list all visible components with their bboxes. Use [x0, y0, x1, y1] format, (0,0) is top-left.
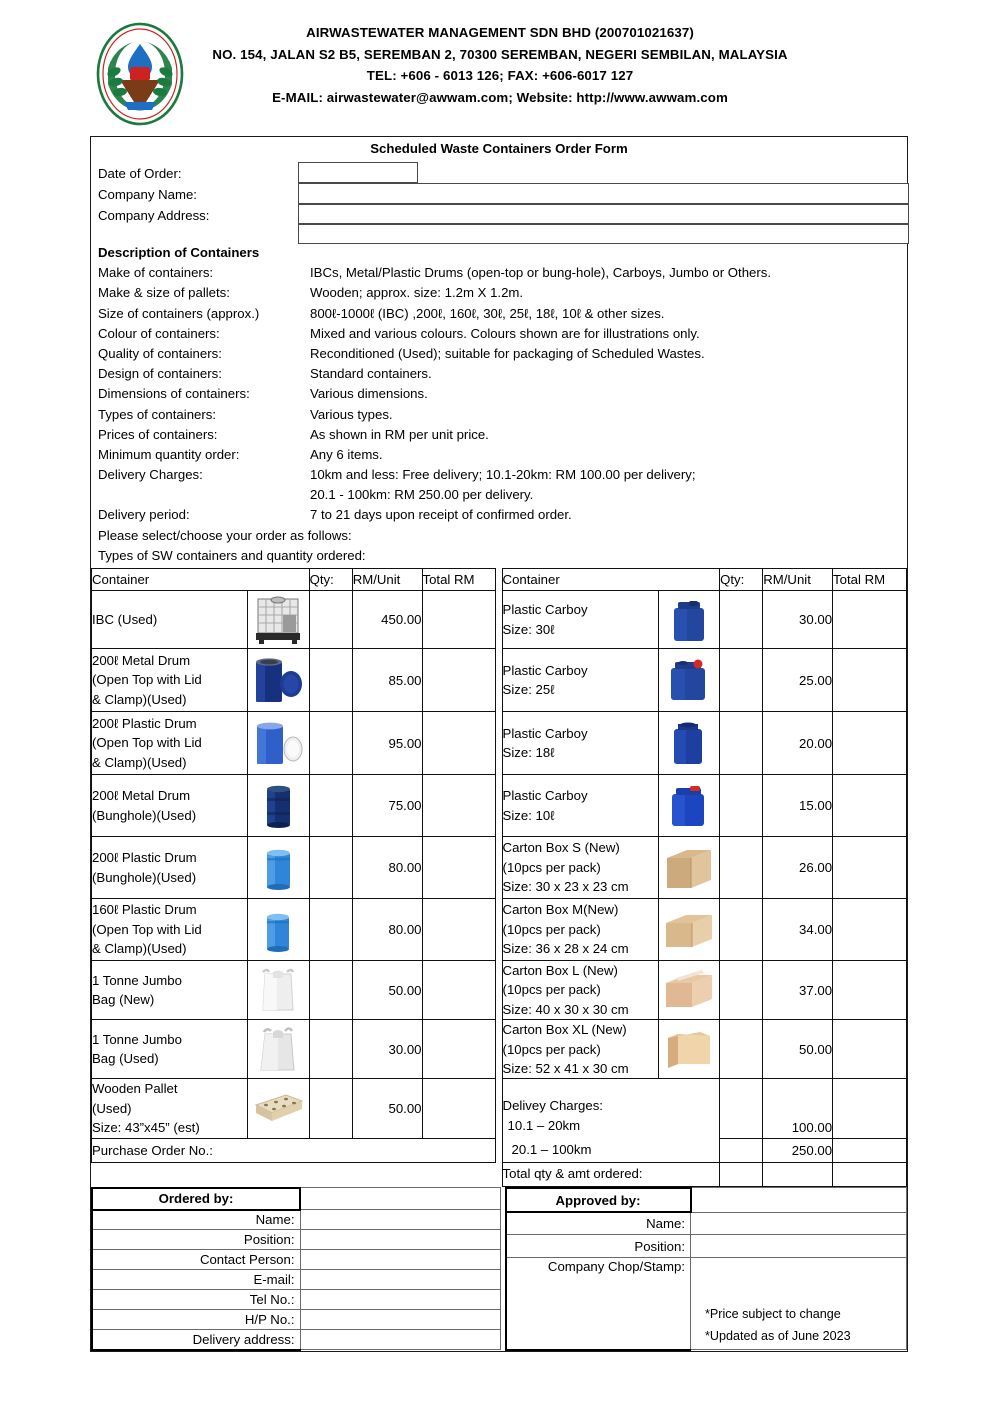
- desc-value: 10km and less: Free delivery; 10.1-20km: RM 100.00 per delivery;: [310, 467, 696, 483]
- unit-price: 25.00: [763, 649, 833, 712]
- total-unit-cell[interactable]: [763, 1162, 833, 1186]
- desc-row-delivery-period: [98, 505, 907, 525]
- item-name-cell: [92, 712, 248, 775]
- approved-by-chop-stamp-label: Company Chop/Stamp:: [506, 1257, 691, 1349]
- desc-row-design: [98, 364, 907, 384]
- desc-label: Prices of containers:: [98, 426, 218, 442]
- desc-value: Wooden; approx. size: 1.2m X 1.2m.: [310, 285, 524, 301]
- document-header: [0, 0, 1000, 112]
- item-line: Size: 43”x45” (est): [92, 1120, 200, 1136]
- footnote-updated-date: *Updated as of June 2023: [705, 1329, 851, 1343]
- desc-label: Colour of containers:: [98, 325, 220, 341]
- ordered-by-name-label: Name:: [92, 1210, 300, 1230]
- ordered-by-row: [92, 1330, 500, 1350]
- ordered-by-row: [92, 1310, 500, 1330]
- plastic-carboy-30l-icon: [658, 591, 720, 649]
- qty-input[interactable]: [309, 1079, 352, 1138]
- qty-input[interactable]: [309, 961, 352, 1020]
- item-line: (10pcs per pack): [502, 1041, 601, 1057]
- qty-input[interactable]: [720, 649, 763, 712]
- item-line: Size: 25ℓ: [502, 682, 555, 697]
- item-line: & Clamp)(Used): [92, 754, 187, 770]
- desc-row-prices: [98, 425, 907, 445]
- company-address-input-2[interactable]: [298, 224, 909, 244]
- approved-by-row: [506, 1235, 907, 1258]
- item-line: Plastic Carboy: [502, 788, 588, 804]
- desc-row-delivery-charges-cont: [98, 485, 907, 505]
- item-name-cell: [502, 1020, 658, 1079]
- unit-price: 50.00: [352, 1079, 422, 1138]
- order-form-box: [90, 136, 908, 1352]
- table-row: [92, 712, 907, 775]
- approved-by-title-blank[interactable]: [691, 1188, 907, 1213]
- ordered-by-tel-input[interactable]: [300, 1290, 500, 1310]
- header-unit-left: RM/Unit: [352, 569, 422, 591]
- ordered-by-hp-input[interactable]: [300, 1310, 500, 1330]
- unit-price: 95.00: [352, 712, 422, 775]
- item-line: Size: 10ℓ: [502, 807, 555, 823]
- item-line: Wooden Pallet: [92, 1081, 178, 1097]
- metal-drum-open-top-icon: [248, 649, 310, 712]
- unit-price: 50.00: [352, 961, 422, 1020]
- company-name-line: AIRWASTEWATER MANAGEMENT SDN BHD (200701021637): [306, 25, 694, 40]
- wooden-pallet-icon: [248, 1079, 310, 1138]
- unit-price: 37.00: [763, 961, 833, 1020]
- item-line: 1 Tonne Jumbo: [92, 972, 182, 988]
- item-line: IBC (Used): [92, 611, 158, 627]
- company-name-label: Company Name:: [98, 187, 197, 202]
- qty-input[interactable]: [720, 1020, 763, 1079]
- form-title: Scheduled Waste Containers Order Form: [370, 141, 628, 156]
- ordered-by-row: [92, 1290, 500, 1310]
- total-input[interactable]: [422, 649, 496, 712]
- desc-value: Mixed and various colours. Colours shown are for illustrations only.: [310, 325, 700, 341]
- item-line: (Used): [92, 1100, 132, 1116]
- ordered-by-block: [91, 1187, 501, 1351]
- table-row: [92, 1138, 907, 1162]
- item-line: Bag (New): [92, 992, 155, 1008]
- total-input[interactable]: [833, 775, 907, 837]
- desc-label: Minimum quantity order:: [98, 446, 240, 462]
- item-name-cell: [502, 591, 658, 649]
- unit-price: 80.00: [352, 899, 422, 961]
- item-line: Size: 30ℓ: [502, 621, 555, 637]
- desc-label: Make & size of pallets:: [98, 285, 230, 301]
- ordered-by-delivery-address-input[interactable]: [300, 1330, 500, 1350]
- carton-box-xl-icon: [658, 1020, 720, 1079]
- item-line: 200ℓ Metal Drum: [92, 788, 191, 804]
- desc-value: As shown in RM per unit price.: [310, 426, 489, 442]
- carton-box-l-icon: [658, 961, 720, 1020]
- item-name-cell: [92, 649, 248, 712]
- qty-input[interactable]: [309, 649, 352, 712]
- ordered-by-tel-label: Tel No.:: [92, 1290, 300, 1310]
- item-line: 200ℓ Plastic Drum: [92, 850, 197, 866]
- carton-box-s-icon: [658, 837, 720, 899]
- item-line: (10pcs per pack): [502, 982, 601, 998]
- plastic-carboy-25l-icon: [658, 649, 720, 712]
- ordered-by-position-input[interactable]: [300, 1230, 500, 1250]
- desc-row-size: [98, 304, 907, 324]
- jumbo-bag-used-icon: [248, 1020, 310, 1079]
- item-line: Size: 30 x 23 x 23 cm: [502, 879, 629, 895]
- qty-input[interactable]: [309, 775, 352, 837]
- item-line: 1 Tonne Jumbo: [92, 1031, 182, 1047]
- unit-price: 85.00: [352, 649, 422, 712]
- total-input[interactable]: [833, 1020, 907, 1079]
- ordered-by-contact-person-input[interactable]: [300, 1250, 500, 1270]
- footnote-price-subject-to-change: *Price subject to change: [705, 1307, 841, 1321]
- item-line: Size: 52 x 41 x 30 cm: [502, 1061, 629, 1077]
- desc-label: Make of containers:: [98, 265, 214, 281]
- awwam-company-logo: [88, 22, 192, 126]
- purchase-order-label[interactable]: Purchase Order No.:: [92, 1138, 496, 1162]
- delivery-charges-heading: Delivey Charges:: [502, 1098, 603, 1114]
- date-of-order-input[interactable]: [298, 162, 418, 183]
- plastic-carboy-10l-icon: [658, 775, 720, 837]
- header-container-right: Container: [502, 569, 720, 591]
- delivery-charges-cell: [502, 1079, 720, 1138]
- total-input[interactable]: [833, 961, 907, 1020]
- plastic-drum-160l-icon: [248, 899, 310, 961]
- item-name-cell: [502, 837, 658, 899]
- item-name-cell: [502, 712, 658, 775]
- ordered-by-delivery-address-label: Delivery address:: [92, 1330, 300, 1350]
- item-name-cell: [502, 775, 658, 837]
- item-line: Plastic Carboy: [502, 662, 588, 678]
- approved-by-name-label: Name:: [506, 1212, 691, 1235]
- company-email-line: E-MAIL: airwastewater@awwam.com; Website: http://www.awwam.com: [272, 89, 728, 105]
- ordered-by-title-row: [92, 1188, 500, 1210]
- item-line: (10pcs per pack): [502, 859, 601, 875]
- unit-price: 75.00: [352, 775, 422, 837]
- delivery-band-1-label: 10.1 – 20km: [507, 1117, 581, 1133]
- table-row: [92, 649, 907, 712]
- delivery-band-1-total[interactable]: [833, 1079, 907, 1138]
- item-name-cell: [92, 961, 248, 1020]
- desc-label: Dimensions of containers:: [98, 386, 250, 402]
- item-line: (Open Top with Lid: [92, 672, 202, 688]
- item-line: 200ℓ Metal Drum: [92, 652, 191, 668]
- desc-row-colour: [98, 324, 907, 344]
- unit-price: 34.00: [763, 899, 833, 961]
- plastic-drum-open-top-icon: [248, 712, 310, 775]
- jumbo-bag-new-icon: [248, 961, 310, 1020]
- ordered-by-position-label: Position:: [92, 1230, 300, 1250]
- delivery-band-1-price: 100.00: [763, 1079, 833, 1138]
- total-amount-input[interactable]: [833, 1162, 907, 1186]
- unit-price: 80.00: [352, 837, 422, 899]
- item-name-cell: [92, 899, 248, 961]
- desc-value: Various dimensions.: [310, 386, 428, 402]
- total-input[interactable]: [833, 712, 907, 775]
- desc-row-types: [98, 405, 907, 425]
- item-line: (Bunghole)(Used): [92, 869, 197, 885]
- item-line: Carton Box S (New): [502, 840, 620, 856]
- company-phone-line: TEL: +606 - 6013 126; FAX: +606-6017 127: [366, 68, 634, 83]
- approved-by-title-row: [506, 1188, 907, 1213]
- item-line: Size: 18ℓ: [502, 745, 555, 760]
- desc-value: Reconditioned (Used); suitable for packaging of Scheduled Wastes.: [310, 345, 705, 361]
- company-address-line: NO. 154, JALAN S2 B5, SEREMBAN 2, 70300 SEREMBAN, NEGERI SEMBILAN, MALAYSIA: [212, 46, 788, 62]
- total-qty-input[interactable]: [720, 1162, 763, 1186]
- plastic-carboy-18l-icon: [658, 712, 720, 775]
- date-of-order-label: Date of Order:: [98, 166, 182, 181]
- desc-row-min-qty: [98, 445, 907, 465]
- qty-input[interactable]: [720, 961, 763, 1020]
- ordered-by-title: Ordered by:: [92, 1188, 300, 1210]
- header-total-left: Total RM: [422, 569, 496, 591]
- desc-value: IBCs, Metal/Plastic Drums (open-top or bung-hole), Carboys, Jumbo or Others.: [310, 265, 772, 281]
- ordered-by-contact-person-label: Contact Person:: [92, 1250, 300, 1270]
- total-qty-amt-label: Total qty & amt ordered:: [502, 1162, 720, 1186]
- qty-input[interactable]: [720, 712, 763, 775]
- total-input[interactable]: [422, 775, 496, 837]
- item-line: Bag (Used): [92, 1051, 159, 1067]
- unit-price: 450.00: [352, 591, 422, 649]
- header-qty-left: Qty:: [309, 569, 352, 591]
- total-input[interactable]: [422, 899, 496, 961]
- header-total-right: Total RM: [833, 569, 907, 591]
- table-row: [92, 775, 907, 837]
- item-line: (10pcs per pack): [502, 921, 601, 937]
- desc-label: Design of containers:: [98, 366, 222, 382]
- unit-price: 30.00: [352, 1020, 422, 1079]
- desc-value: Any 6 items.: [310, 446, 383, 462]
- unit-price: 20.00: [763, 712, 833, 775]
- header-unit-right: RM/Unit: [763, 569, 833, 591]
- qty-input[interactable]: [309, 1020, 352, 1079]
- item-line: Size: 40 x 30 x 30 cm: [502, 1001, 629, 1017]
- ordered-by-row: [92, 1270, 500, 1290]
- item-name-cell: [92, 775, 248, 837]
- unit-price: 50.00: [763, 1020, 833, 1079]
- company-address-label: Company Address:: [98, 208, 210, 223]
- desc-value: 20.1 - 100km: RM 250.00 per delivery.: [310, 487, 534, 503]
- qty-input[interactable]: [720, 775, 763, 837]
- ordered-by-email-input[interactable]: [300, 1270, 500, 1290]
- item-line: Carton Box L (New): [502, 963, 618, 978]
- containers-order-table: [91, 568, 907, 1187]
- footnotes: [705, 1303, 851, 1347]
- desc-row-delivery-charges: [98, 465, 907, 485]
- desc-row-pallets: [98, 283, 907, 303]
- delivery-band-2-qty[interactable]: [720, 1138, 763, 1162]
- desc-label: Delivery period:: [98, 507, 190, 523]
- desc-value: 800ℓ-1000ℓ (IBC) ,200ℓ, 160ℓ, 30ℓ, 25ℓ, 18ℓ, 10ℓ & other sizes.: [310, 305, 665, 321]
- ordered-by-name-input[interactable]: [300, 1210, 500, 1230]
- ordered-by-title-blank[interactable]: [300, 1188, 500, 1210]
- delivery-band-2-label: 20.1 – 100km: [502, 1138, 720, 1162]
- desc-label: Size of containers (approx.): [98, 305, 260, 321]
- table-row: [92, 899, 907, 961]
- ordered-by-email-label: E-mail:: [92, 1270, 300, 1290]
- desc-label: Types of containers:: [98, 406, 217, 422]
- table-row: [92, 961, 907, 1020]
- table-row: [92, 837, 907, 899]
- delivery-band-2-price: 250.00: [763, 1138, 833, 1162]
- table-row: [92, 1020, 907, 1079]
- delivery-band-2-total[interactable]: [833, 1138, 907, 1162]
- customer-details-section: [91, 155, 907, 240]
- total-input[interactable]: [422, 591, 496, 649]
- total-input[interactable]: [833, 837, 907, 899]
- plastic-drum-bunghole-icon: [248, 837, 310, 899]
- item-line: 200ℓ Plastic Drum: [92, 715, 197, 731]
- table-row: [92, 1079, 907, 1138]
- ordered-by-row: [92, 1250, 500, 1270]
- approved-by-position-input[interactable]: [691, 1235, 907, 1258]
- metal-drum-bunghole-icon: [248, 775, 310, 837]
- item-line: (Open Top with Lid: [92, 735, 202, 751]
- desc-label: Quality of containers:: [98, 345, 222, 361]
- item-name-cell: [502, 899, 658, 961]
- item-line: (Open Top with Lid: [92, 921, 202, 937]
- qty-input[interactable]: [309, 837, 352, 899]
- desc-row-quality: [98, 344, 907, 364]
- description-of-containers-section: [91, 240, 907, 568]
- item-name-cell: [502, 961, 658, 1020]
- item-line: Size: 36 x 28 x 24 cm: [502, 941, 629, 957]
- total-input[interactable]: [422, 961, 496, 1020]
- ibc-tank-icon: [248, 591, 310, 649]
- approved-by-title: Approved by:: [506, 1188, 691, 1213]
- item-line: 160ℓ Plastic Drum: [92, 902, 197, 918]
- table-header-row: [92, 569, 907, 591]
- description-heading: Description of Containers: [98, 245, 260, 260]
- desc-value: Standard containers.: [310, 366, 432, 382]
- ordered-by-hp-label: H/P No.:: [92, 1310, 300, 1330]
- total-input[interactable]: [833, 591, 907, 649]
- total-input[interactable]: [422, 712, 496, 775]
- item-name-cell: [92, 1079, 248, 1138]
- total-input[interactable]: [833, 649, 907, 712]
- company-name-input[interactable]: [298, 183, 909, 204]
- qty-input[interactable]: [309, 899, 352, 961]
- header-container-left: Container: [92, 569, 310, 591]
- total-input[interactable]: [422, 837, 496, 899]
- qty-input[interactable]: [309, 591, 352, 649]
- desc-row-dimensions: [98, 384, 907, 404]
- item-line: (Bunghole)(Used): [92, 807, 197, 823]
- unit-price: 26.00: [763, 837, 833, 899]
- qty-input[interactable]: [720, 899, 763, 961]
- qty-input[interactable]: [720, 591, 763, 649]
- carton-box-m-icon: [658, 899, 720, 961]
- item-line: Plastic Carboy: [502, 602, 588, 618]
- header-qty-right: Qty:: [720, 569, 763, 591]
- delivery-band-1-qty[interactable]: [720, 1079, 763, 1138]
- item-line: & Clamp)(Used): [92, 691, 187, 707]
- approved-by-row: [506, 1212, 907, 1235]
- total-input[interactable]: [833, 899, 907, 961]
- ordered-by-row: [92, 1210, 500, 1230]
- total-input[interactable]: [422, 1020, 496, 1079]
- item-name-cell: [92, 1020, 248, 1079]
- total-input[interactable]: [422, 1079, 496, 1138]
- approved-by-position-label: Position:: [506, 1235, 691, 1258]
- item-name-cell: [502, 649, 658, 712]
- desc-value: Various types.: [310, 406, 393, 422]
- desc-label: Delivery Charges:: [98, 467, 203, 483]
- desc-value: 7 to 21 days upon receipt of confirmed order.: [310, 507, 572, 523]
- company-address-input[interactable]: [298, 204, 909, 224]
- ordered-by-row: [92, 1230, 500, 1250]
- qty-input[interactable]: [720, 837, 763, 899]
- approved-by-name-input[interactable]: [691, 1212, 907, 1235]
- qty-input[interactable]: [309, 712, 352, 775]
- table-row: [92, 591, 907, 649]
- item-line: Carton Box M(New): [502, 902, 619, 918]
- item-name-cell: [92, 837, 248, 899]
- desc-row-make-of-containers: [98, 263, 907, 283]
- item-name-cell: [92, 591, 248, 649]
- unit-price: 30.00: [763, 591, 833, 649]
- table-row: [92, 1162, 907, 1186]
- item-line: Plastic Carboy: [502, 725, 588, 741]
- types-quantity-note: Types of SW containers and quantity ordered:: [98, 547, 366, 563]
- select-order-note: Please select/choose your order as follows:: [98, 527, 352, 543]
- item-line: & Clamp)(Used): [92, 941, 187, 957]
- unit-price: 15.00: [763, 775, 833, 837]
- item-line: Carton Box XL (New): [502, 1022, 627, 1038]
